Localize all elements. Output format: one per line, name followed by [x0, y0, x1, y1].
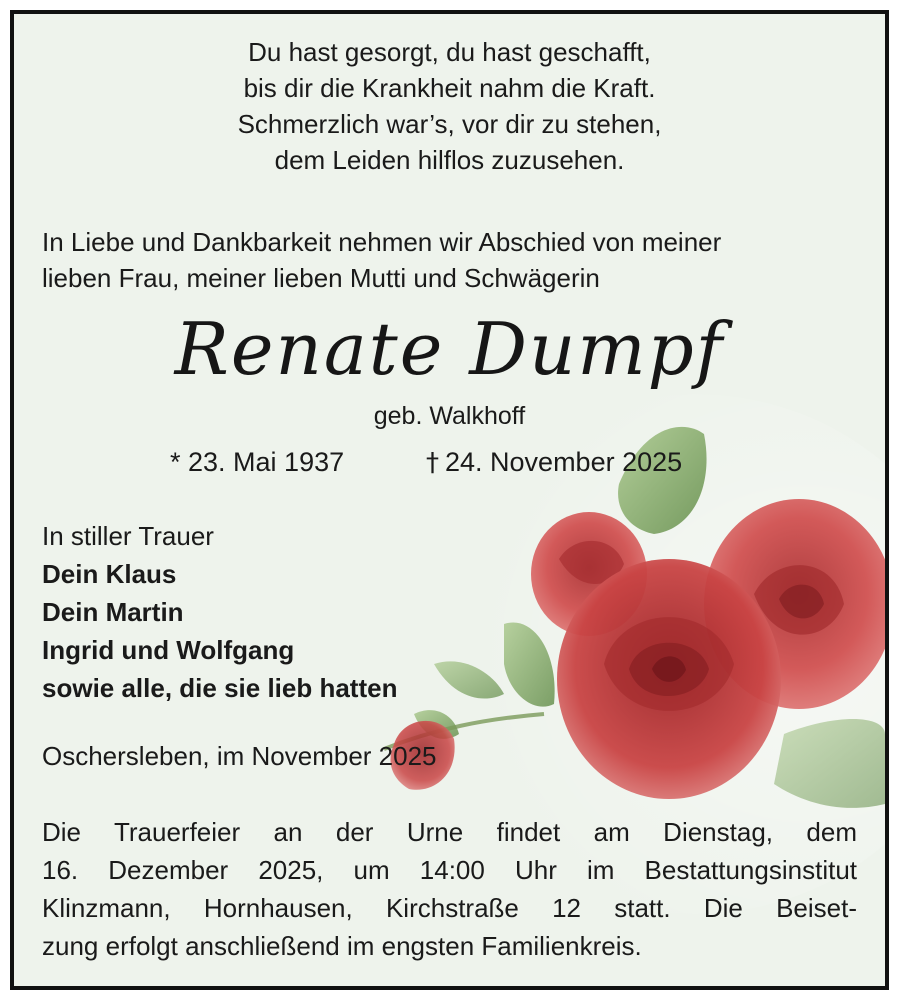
poem-line: Schmerzlich war’s, vor dir zu stehen, — [237, 109, 662, 139]
cross-icon: † — [426, 448, 439, 478]
service-line: Klinzmann, Hornhausen, Kirchstraße 12 statt. Die Beiset- — [42, 893, 857, 923]
obituary-notice — [10, 10, 889, 990]
service-line: Die Trauerfeier an der Urne findet am Dienstag, dem — [42, 817, 857, 847]
mourner-name: Dein Martin — [42, 597, 184, 627]
poem-line: Du hast gesorgt, du hast geschafft, — [248, 37, 651, 67]
mourners-intro: In stiller Trauer — [42, 521, 214, 551]
place-date: Oschersleben, im November 2025 — [42, 741, 437, 771]
birth-name: geb. Walkhoff — [373, 402, 526, 430]
poem-line: bis dir die Krankheit nahm die Kraft. — [243, 73, 656, 103]
service-info — [42, 814, 857, 966]
birth-date: * 23. Mai 1937 — [170, 447, 345, 477]
deceased-name: Renate Dumpf — [174, 307, 725, 391]
intro-line: In Liebe und Dankbarkeit nehmen wir Abschied von meiner — [42, 227, 722, 257]
service-line: 16. Dezember 2025, um 14:00 Uhr im Bestattungsinstitut — [42, 855, 857, 885]
death-date: 24. November 2025 — [445, 447, 683, 477]
mourner-name: sowie alle, die sie lieb hatten — [42, 673, 398, 703]
poem-line: dem Leiden hilflos zuzusehen. — [274, 145, 625, 175]
mourner-name: Dein Klaus — [42, 559, 177, 589]
intro-line: lieben Frau, meiner lieben Mutti und Schwägerin — [42, 263, 600, 293]
mourner-name: Ingrid und Wolfgang — [42, 635, 295, 665]
mourners — [42, 518, 562, 708]
farewell-intro — [42, 224, 862, 296]
death-date-group — [426, 444, 682, 481]
poem — [14, 34, 885, 178]
service-line: zung erfolgt anschließend im engsten Familienkreis. — [42, 931, 642, 961]
